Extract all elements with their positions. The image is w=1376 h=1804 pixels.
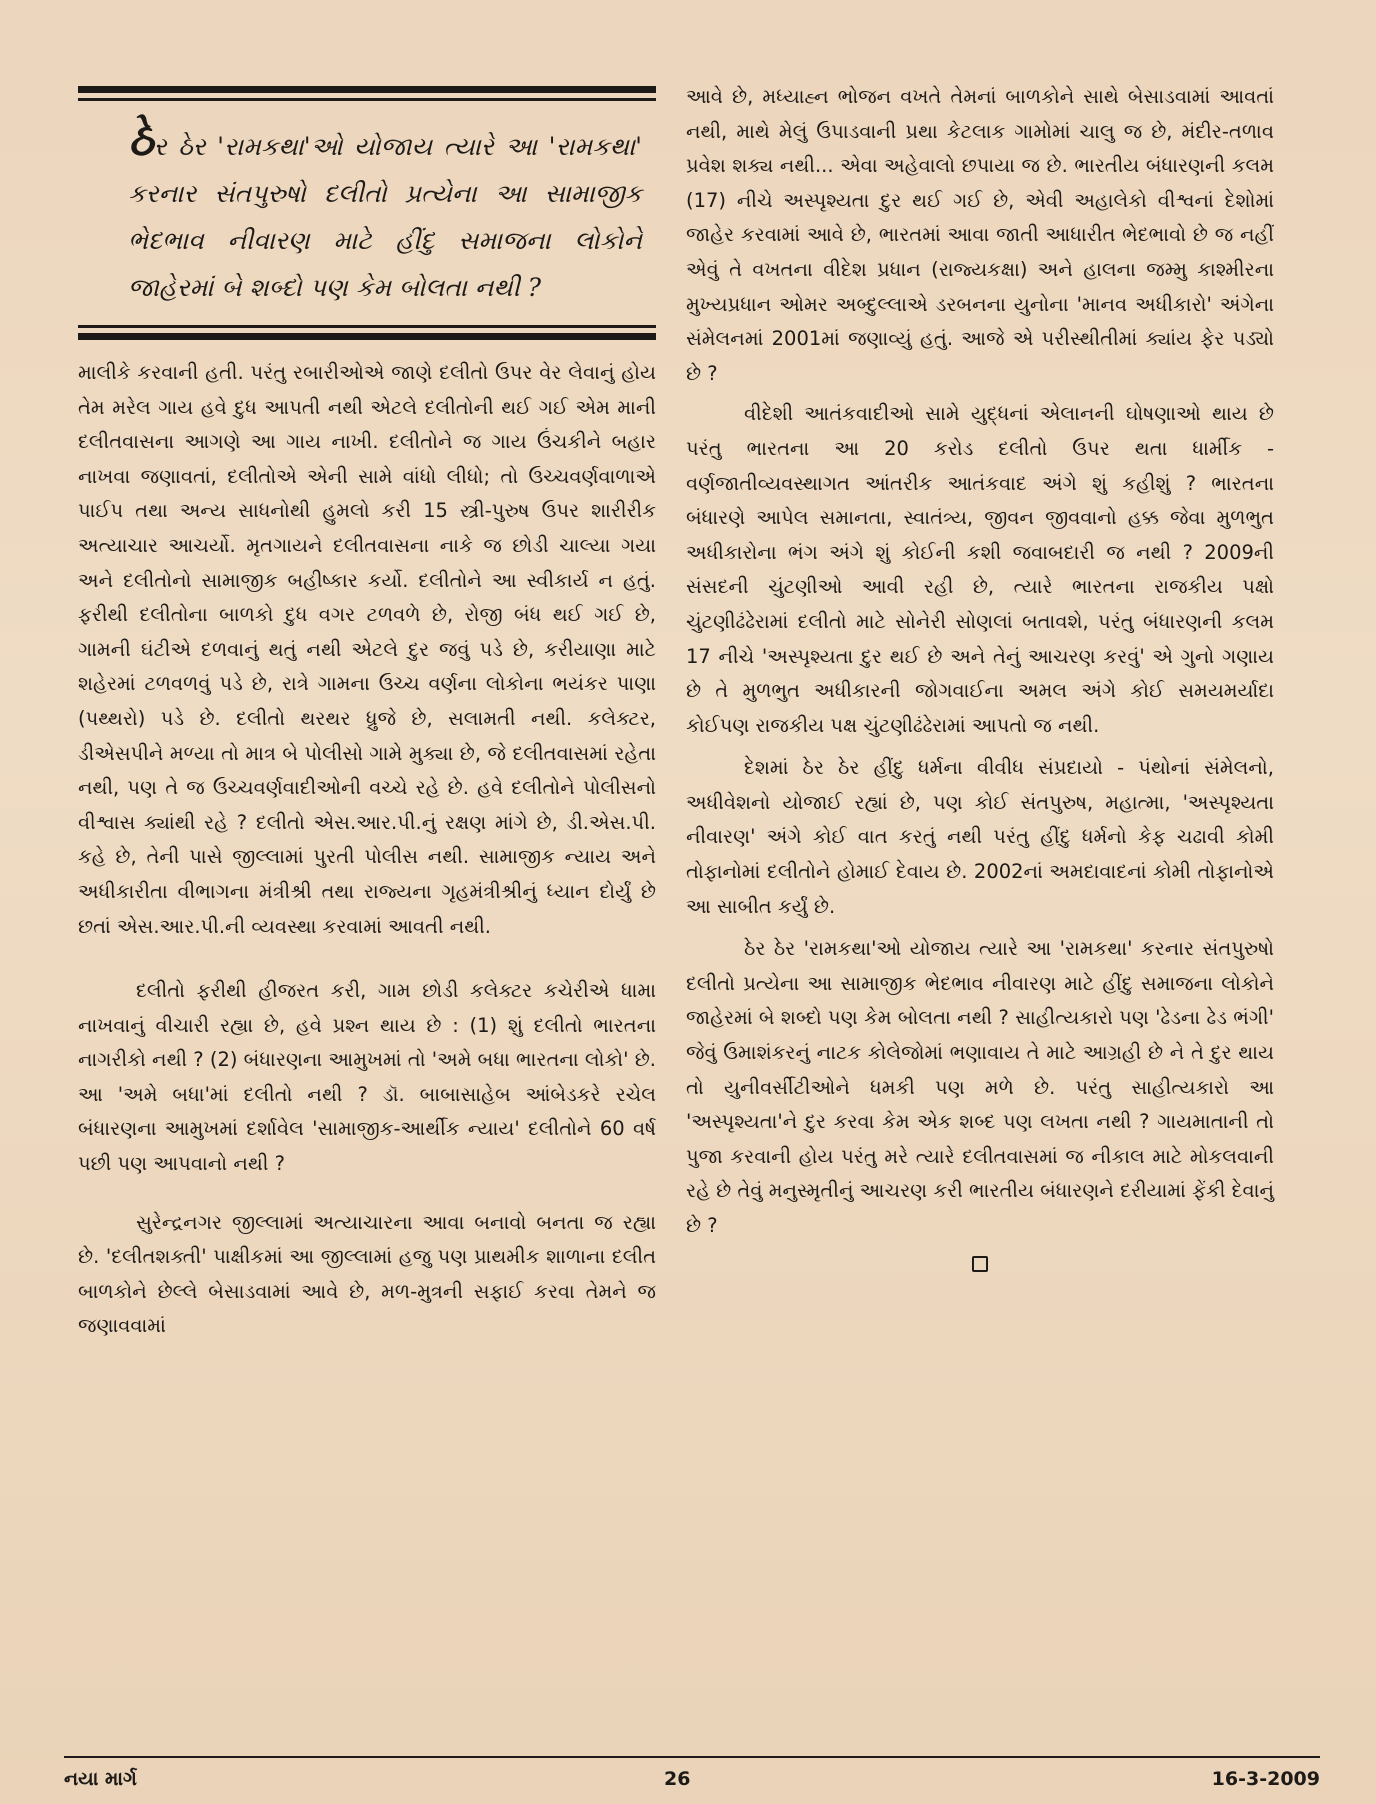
- drop-cap: ઠે: [128, 115, 154, 166]
- right-column: [686, 86, 1274, 1272]
- magazine-name: નયા માર્ગ: [64, 1768, 137, 1790]
- paragraph: ઠેર ઠેર 'રામકથા'ઓ યોજાય ત્યારે આ 'રામકથા' કરનાર સંતપુરુષો દલીતો પ્રત્યેના આ સામાજીક ભેદભાવ નીવારણ માટે હીંદુ સમાજના લોકોને જાહેરમાં બે શબ્દો પણ કેમ બોલતા નથી ? સાહીત્યકારો પણ 'ઢેડના ઢેડ ભંગી' જેવું ઉમાશંકરનું નાટક કોલેજોમાં ભણાવાય તે માટે આગ્રહી છે ને તે દુર થાય તો યુનીવર્સીટીઓને ધમકી પણ મળે છે. પરંતુ સાહીત્યકારો આ 'અસ્પૃશ્યતા'ને દુર કરવા કેમ એક શબ્દ પણ લખતા નથી ? ગાયમાતાની તો પુજા કરવાની હોય પરંતુ મરે ત્યારે દલીતવાસમાં જ નીકાલ માટે મોકલવાની રહે છે તેવું મનુસ્મૃતીનું આચરણ કરી ભારતીય બંધારણને દરીયામાં ફેંકી દેવાનું છે ?: [686, 937, 1274, 1237]
- left-column: [78, 86, 656, 1362]
- pull-quote: [78, 101, 656, 325]
- page-footer: [64, 1756, 1320, 1790]
- paragraph: દેશમાં ઠેર ઠેર હીંદુ ધર્મના વીવીધ સંપ્રદાયો - પંથોનાં સંમેલનો, અધીવેશનો યોજાઈ રહ્યાં છે, પણ કોઈ સંતપુરુષ, મહાત્મા, 'અસ્પૃશ્યતા નીવારણ' અંગે કોઈ વાત કરતું નથી પરંતુ હીંદુ ધર્મનો કેફ ચઢાવી કોમી તોફાનોમાં દલીતોને હોમાઈ દેવાય છે. 2002નાં અમદાવાદનાં કોમી તોફાનોએ આ સાબીત કર્યું છે.: [686, 756, 1274, 918]
- paragraph: દલીતો ફરીથી હીજરત કરી, ગામ છોડી કલેક્ટર કચેરીએ ધામા નાખવાનું વીચારી રહ્યા છે, હવે પ્રશ્ન થાય છે : (1) શું દલીતો ભારતના નાગરીકો નથી ? (2) બંધારણના આમુખમાં તો 'અમે બધા ભારતના લોકો' છે. આ 'અમે બધા'માં દલીતો નથી ? ડૉ. બાબાસાહેબ આંબેડકરે રચેલ બંધારણના આમુખમાં દર્શાવેલ 'સામાજીક-આર્થીક ન્યાય' દલીતોને 60 વર્ષ પછી પણ આપવાનો નથી ?: [78, 979, 656, 1176]
- bottom-rule-thin: [78, 325, 656, 328]
- bottom-rule: [78, 333, 656, 340]
- pull-quote-text: ર ઠેર 'રામકથા'ઓ યોજાય ત્યારે આ 'રામકથા' કરનાર સંતપુરુષો દલીતો પ્રત્યેના આ સામાજીક ભેદભાવ નીવારણ માટે હીંદુ સમાજના લોકોને જાહેરમાં બે શબ્દો પણ કેમ બોલતા નથી ?: [128, 132, 642, 302]
- top-rule: [78, 86, 656, 93]
- end-of-article-icon: [972, 1256, 988, 1272]
- paragraph: સુરેન્દ્રનગર જીલ્લામાં અત્યાચારના આવા બનાવો બનતા જ રહ્યા છે. 'દલીતશક્તી' પાક્ષીકમાં આ જીલ્લામાં હજુ પણ પ્રાથમીક શાળાના દલીત બાળકોને છેલ્લે બેસાડવામાં આવે છે, મળ-મુત્રની સફાઈ કરવા તેમને જ જણાવવામાં: [78, 1210, 656, 1338]
- issue-date: 16-3-2009: [1211, 1768, 1320, 1790]
- paragraph: આવે છે, મધ્યાહ્ન ભોજન વખતે તેમનાં બાળકોને સાથે બેસાડવામાં આવતાં નથી, માથે મેલું ઉપાડવાની પ્રથા કેટલાક ગામોમાં ચાલુ જ છે, મંદીર-તળાવ પ્રવેશ શક્ય નથી... એવા અહેવાલો છપાયા જ છે. ભારતીય બંધારણની કલમ (17) નીચે અસ્પૃશ્યતા દુર થઈ ગઈ છે, એવી અહાલેકો વીશ્વનાં દેશોમાં જાહેર કરવામાં આવે છે, ભારતમાં આવા જાતી આધારીત ભેદભાવો છે જ નહીં એવું તે વખતના વીદેશ પ્રધાન (રાજ્યકક્ષા) અને હાલના જમ્મુ કાશ્મીરના મુખ્યપ્રધાન ઓમર અબ્દુલ્લાએ ડરબનના યુનોના 'માનવ અધીકારો' અંગેના સંમેલનમાં 2001માં જણાવ્યું હતું. આજે એ પરીસ્થીતીમાં ક્યાંય ફેર પડ્યો છે ?: [686, 85, 1274, 385]
- page-number: 26: [664, 1768, 691, 1790]
- paragraph: વીદેશી આતંકવાદીઓ સામે યુદ્ધનાં એલાનની ઘોષણાઓ થાય છે પરંતુ ભારતના આ 20 કરોડ દલીતો ઉપર થતા ધાર્મીક - વર્ણજાતીવ્યવસ્થાગત આંતરીક આતંકવાદ અંગે શું કહીશું ? ભારતના બંધારણે આપેલ સમાનતા, સ્વાતંત્ર્ય, જીવન જીવવાનો હક્ક જેવા મુળભુત અધીકારોના ભંગ અંગે શું કોઈની કશી જવાબદારી જ નથી ? 2009ની સંસદની ચુંટણીઓ આવી રહી છે, ત્યારે ભારતના રાજકીય પક્ષો ચુંટણીઢંઢેરામાં દલીતો માટે સોનેરી સોણલાં બતાવશે, પરંતુ બંધારણની કલમ 17 નીચે 'અસ્પૃશ્યતા દુર થઈ છે અને તેનું આચરણ કરવું' એ ગુનો ગણાય છે તે મુળભુત અધીકારની જોગવાઈના અમલ અંગે કોઈ સમયમર્યાદા કોઈપણ રાજકીય પક્ષ ચુંટણીઢંઢેરામાં આપતો જ નથી.: [686, 402, 1274, 737]
- paragraph: માલીકે કરવાની હતી. પરંતુ રબારીઓએ જાણે દલીતો ઉપર વેર લેવાનું હોય તેમ મરેલ ગાય હવે દુધ આપતી નથી એટલે દલીતોની થઈ ગઈ એમ માની દલીતવાસના આગણે આ ગાય નાખી. દલીતોને જ ગાય ઉંચકીને બહાર નાખવા જણાવતાં, દલીતોએ એની સામે વાંધો લીધો; તો ઉચ્ચવર્ણવાળાએ પાઈપ તથા અન્ય સાધનોથી હુમલો કરી 15 સ્ત્રી-પુરુષ ઉપર શારીરીક અત્યાચાર આચર્યો. મૃતગાયને દલીતવાસના નાકે જ છોડી ચાલ્યા ગયા અને દલીતોનો સામાજીક બહીષ્કાર કર્યો. દલીતોને આ સ્વીકાર્ય ન હતું. ફરીથી દલીતોના બાળકો દુધ વગર ટળવળે છે, રોજી બંધ થઈ ગઈ છે, ગામની ઘંટીએ દળવાનું થતું નથી એટલે દુર જવું પડે છે, કરીયાણા માટે શહેરમાં ટળવળવું પડે છે, રાત્રે ગામના ઉચ્ચ વર્ણના લોકોના ભયંકર પાણા (પથ્થરો) પડે છે. દલીતો થરથર ધ્રુજે છે, સલામતી નથી. કલેક્ટર, ડીએસપીને મળ્યા તો માત્ર બે પોલીસો ગામે મુક્યા છે, જે દલીતવાસમાં રહેતા નથી, પણ તે જ ઉચ્ચવર્ણવાદીઓની વચ્ચે રહે છે. હવે દલીતોને પોલીસનો વીશ્વાસ ક્યાંથી રહે ? દલીતો એસ.આર.પી.નું રક્ષણ માંગે છે, ડી.એસ.પી. કહે છે, તેની પાસે જીલ્લામાં પુરતી પોલીસ નથી. સામાજીક ન્યાય અને અધીકારીતા વીભાગના મંત્રીશ્રી તથા રાજ્યના ગૃહમંત્રીશ્રીનું ધ્યાન દોર્યું છે છતાં એસ.આર.પી.ની વ્યવસ્થા કરવામાં આવતી નથી.: [78, 361, 656, 938]
